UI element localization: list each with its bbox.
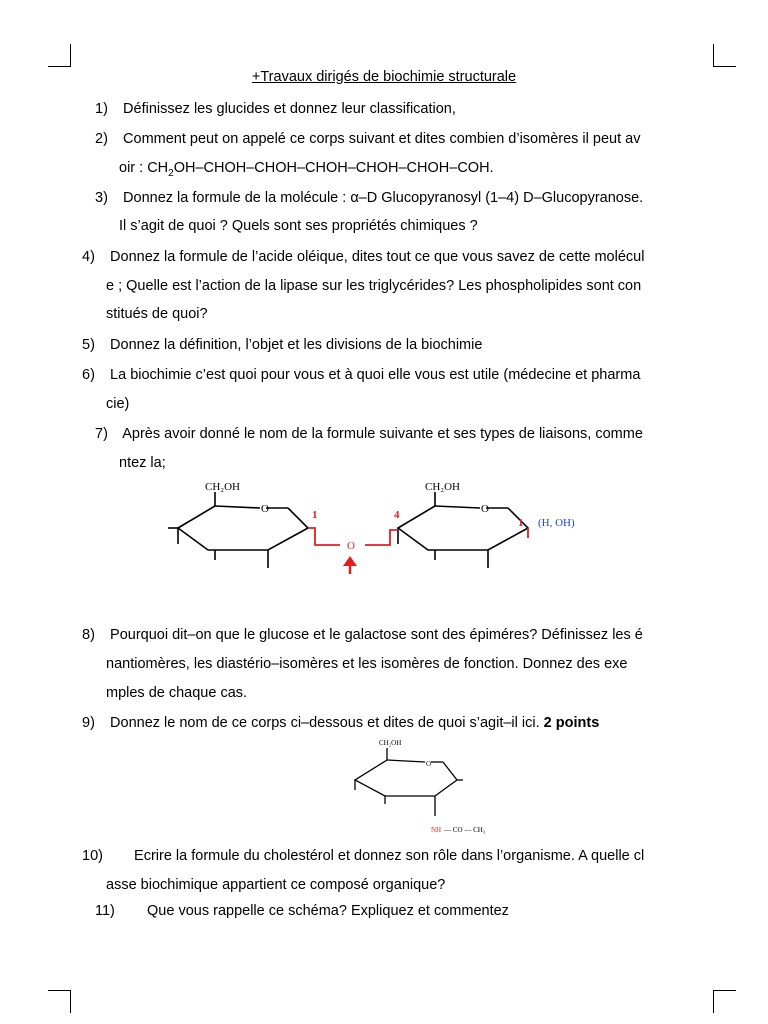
question-9 [82,714,599,732]
crop-mark-bottom-right [713,990,736,1013]
ring-oxygen-right: O [481,503,489,515]
question-6 [82,366,640,384]
formula-rest: OH–CHOH–CHOH–CHOH–CHOH–CHOH–COH. [173,160,494,176]
question-text: Pourquoi dit–on que le glucose et le galactose sont des épiméres? Définissez les é [110,627,643,643]
ch2oh-left-label: CH₂OH [205,481,241,493]
question-number: 3) [95,190,108,206]
formula-subscript: 2 [168,167,174,179]
question-7 [95,425,643,443]
question-number: 8) [82,627,95,643]
question-10-continuation: asse biochimique appartient ce composé organique? [106,877,446,893]
bond-right [365,530,398,545]
question-text: Donnez la formule de la molécule : α–D Glucopyranosyl (1–4) D–Glucopyranose. [123,190,644,206]
question-text: Définissez les glucides et donnez leur classification, [123,101,456,117]
page-title: +Travaux dirigés de biochimie structurale [251,69,517,85]
crop-mark-top-left [48,44,71,67]
question-text: Comment peut on appelé ce corps suivant et dites combien d’isomères il peut av [123,131,641,147]
question-number: 5) [82,337,95,353]
question-2-continuation [119,159,494,183]
crop-mark-bottom-left [48,990,71,1013]
ring-oxygen: O [426,760,432,768]
question-text: Que vous rappelle ce schéma? Expliquez et commentez [147,903,509,919]
question-5 [82,336,482,354]
question-text: Ecrire la formule du cholestérol et donnez son rôle dans l’organisme. A quelle cl [134,848,645,864]
crop-mark-top-right [713,44,736,67]
question-number: 9) [82,715,95,731]
disaccharide-figure [160,478,630,583]
question-number: 6) [82,367,95,383]
anomeric-h-oh-label: (H, OH) [538,517,575,529]
question-number: 7) [95,426,108,442]
carbon-1-right-label: 1 [518,517,524,529]
question-8-continuation: nantiomères, les diastério–isomères et les isomères de fonction. Donnez des exe [106,656,628,672]
question-8 [82,626,643,644]
bridge-oxygen: O [347,540,355,552]
formula-prefix: oir : CH [119,160,169,176]
question-8-continuation: mples de chaque cas. [106,685,248,701]
ch2oh-label: CH₂OH [379,739,402,747]
ch2oh-right-label: CH₂OH [425,481,461,493]
question-11 [95,902,509,920]
question-6-continuation: cie) [106,396,130,412]
question-4-continuation: stitués de quoi? [106,306,208,322]
question-1 [95,100,456,118]
question-3-continuation: Il s’agit de quoi ? Quels sont ses propriétés chimiques ? [119,218,478,234]
carbon-4-label: 4 [394,509,400,521]
question-text: La biochimie c’est quoi pour vous et à quoi elle vous est utile (médecine et pharma [110,367,641,383]
question-number: 10) [82,848,103,864]
ring-oxygen-left: O [261,503,269,515]
points-label: 2 points [543,715,600,731]
question-number: 4) [82,249,95,265]
nh-label: NH — CO — CH₃ [431,826,486,834]
arrow-up-icon [343,556,357,574]
question-text: Donnez la définition, l’objet et les divisions de la biochimie [110,337,483,353]
question-text: Donnez le nom de ce corps ci–dessous et dites de quoi s’agit–il ici. [110,715,544,731]
question-number: 2) [95,131,108,147]
question-2 [95,130,640,148]
question-text: Après avoir donné le nom de la formule suivante et ses types de liaisons, comme [122,426,643,442]
question-number: 1) [95,101,108,117]
question-number: 11) [95,903,115,919]
carbon-1-left-label: 1 [312,509,318,521]
question-4 [82,248,644,266]
question-7-continuation: ntez la; [119,455,166,471]
question-3 [95,189,643,207]
bond-left [308,528,340,545]
question-text: Donnez la formule de l’acide oléique, dites tout ce que vous savez de cette molécul [110,249,645,265]
question-4-continuation: e ; Quelle est l’action de la lipase sur les triglycérides? Les phospholipides sont con [106,278,642,294]
question-10 [82,847,644,865]
acetylated-sugar-figure [345,736,515,838]
